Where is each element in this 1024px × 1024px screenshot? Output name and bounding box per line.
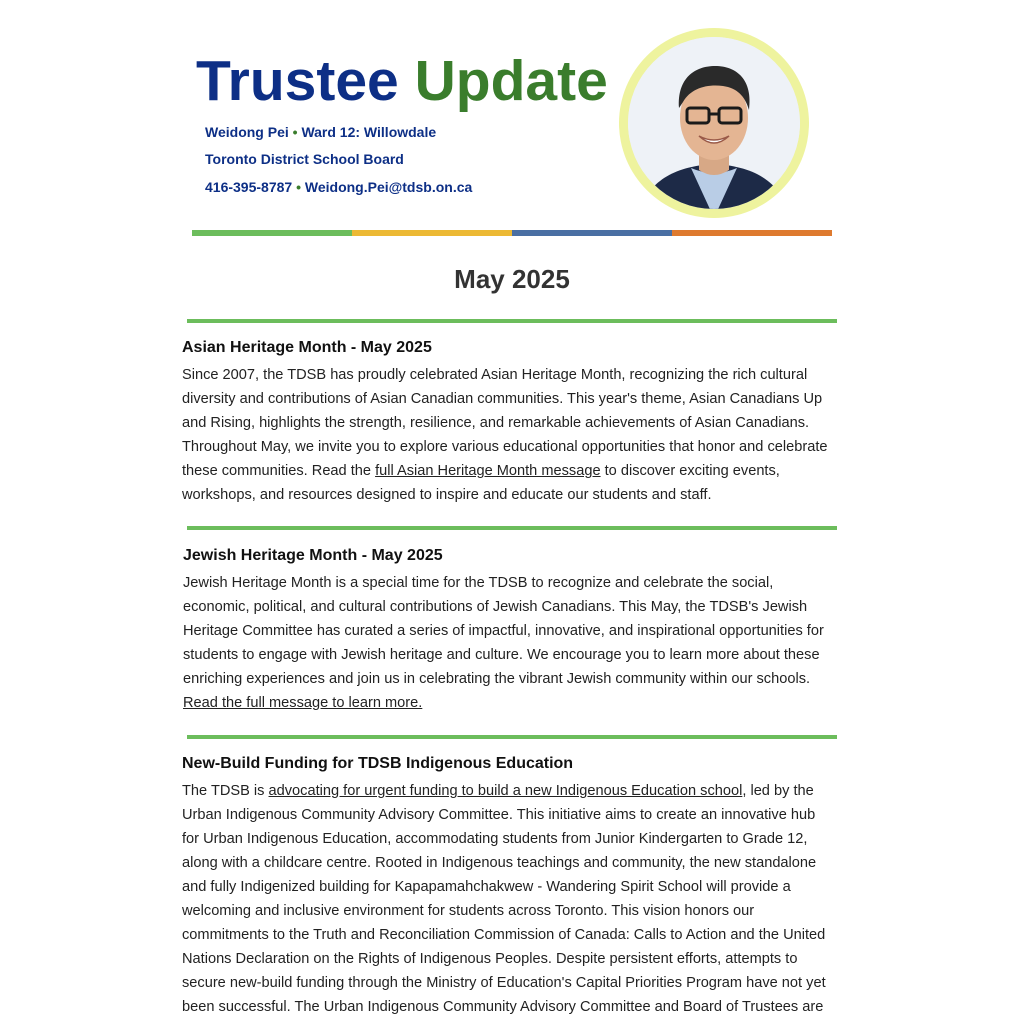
body-text: Since 2007, the TDSB has proudly celebrated Asian Heritage Month, recognizing the rich cultural diversity and contributions of Asian Canadian communities. This year's theme, Asian Canadians Up and Rising, highlights the strength, resilience, and remarkable achievements of Asian Canadians. Throughout May, we invite you to explore various educational opportunities that honor and celebrate these communities. Read the — [182, 367, 828, 479]
contact-info — [205, 178, 472, 196]
ward-label: Ward 12: Willowdale — [301, 124, 437, 140]
portrait-illustration — [619, 28, 809, 218]
trustee-portrait — [619, 28, 809, 218]
section-divider — [187, 526, 837, 530]
newsletter-title — [196, 48, 608, 114]
section-jewish-heritage — [183, 546, 835, 715]
section-indigenous-education — [182, 754, 834, 1019]
separator-dot: • — [292, 124, 298, 140]
indigenous-school-funding-link[interactable]: advocating for urgent funding to build a new Indigenous Education school — [268, 783, 743, 799]
phone-number: 416-395-8787 — [205, 179, 293, 195]
separator-dot: • — [296, 179, 301, 195]
body-text: The TDSB is — [182, 783, 269, 799]
color-bar-segment — [672, 230, 832, 236]
section-body — [182, 363, 834, 507]
email-address[interactable]: Weidong.Pei@tdsb.on.ca — [304, 179, 473, 195]
title-word-update: Update — [414, 49, 608, 113]
body-text: Jewish Heritage Month is a special time for the TDSB to recognize and celebrate the social, economic, political, and cultural contributions of Jewish Canadians. This May, the TDSB's Jewish Heritage Committee has curated a series of impactful, innovative, and inspirational opportunities for students to engage with Jewish heritage and culture. We encourage you to learn more about these enriching experiences and join us in celebrating the vibrant Jewish community within our schools. — [183, 575, 824, 687]
body-text: to discover exciting events, workshops, and resources designed to inspire and educate our students and staff. — [182, 463, 780, 503]
body-text: , led by the Urban Indigenous Community Advisory Committee. This initiative aims to create an innovative hub for Urban Indigenous Education, accommodating students from Junior Kindergarten to Grade 12, along with a childcare centre. Rooted in Indigenous teachings and community, the new standalone and fully Indigenized building for Kapapamahchakwew - Wandering Spirit School will provide a welcoming and inclusive environment for students across Toronto. This vision honors our commitments to the Truth and Reconciliation Commission of Canada: Calls to Action and the United Nations Declaration on the Rights of Indigenous Peoples. Despite persistent efforts, attempts to secure new-build funding through the Ministry of Education's Capital Priorities Program have not yet been successful. The Urban Indigenous Community Advisory Committee and Board of Trustees are — [182, 783, 826, 1015]
section-divider — [187, 319, 837, 323]
board-label: Toronto District School Board — [205, 151, 404, 167]
title-word-trustee: Trustee — [196, 49, 399, 113]
jewish-heritage-message-link[interactable]: Read the full message to learn more. — [183, 695, 423, 711]
section-asian-heritage — [182, 338, 834, 507]
header-color-bar — [192, 230, 832, 236]
color-bar-segment — [512, 230, 672, 236]
asian-heritage-message-link[interactable]: full Asian Heritage Month message — [375, 463, 601, 479]
school-board-name — [205, 150, 404, 168]
newsletter-month: May 2025 — [454, 264, 570, 294]
section-divider — [187, 735, 837, 739]
section-body — [183, 571, 835, 715]
color-bar-segment — [352, 230, 512, 236]
trustee-name: Weidong Pei — [205, 124, 289, 140]
color-bar-segment — [192, 230, 352, 236]
section-heading: Jewish Heritage Month - May 2025 — [183, 547, 443, 564]
section-body — [182, 779, 834, 1019]
section-heading: New-Build Funding for TDSB Indigenous Education — [182, 755, 574, 772]
trustee-name-ward — [205, 123, 436, 141]
section-heading: Asian Heritage Month - May 2025 — [182, 339, 432, 356]
